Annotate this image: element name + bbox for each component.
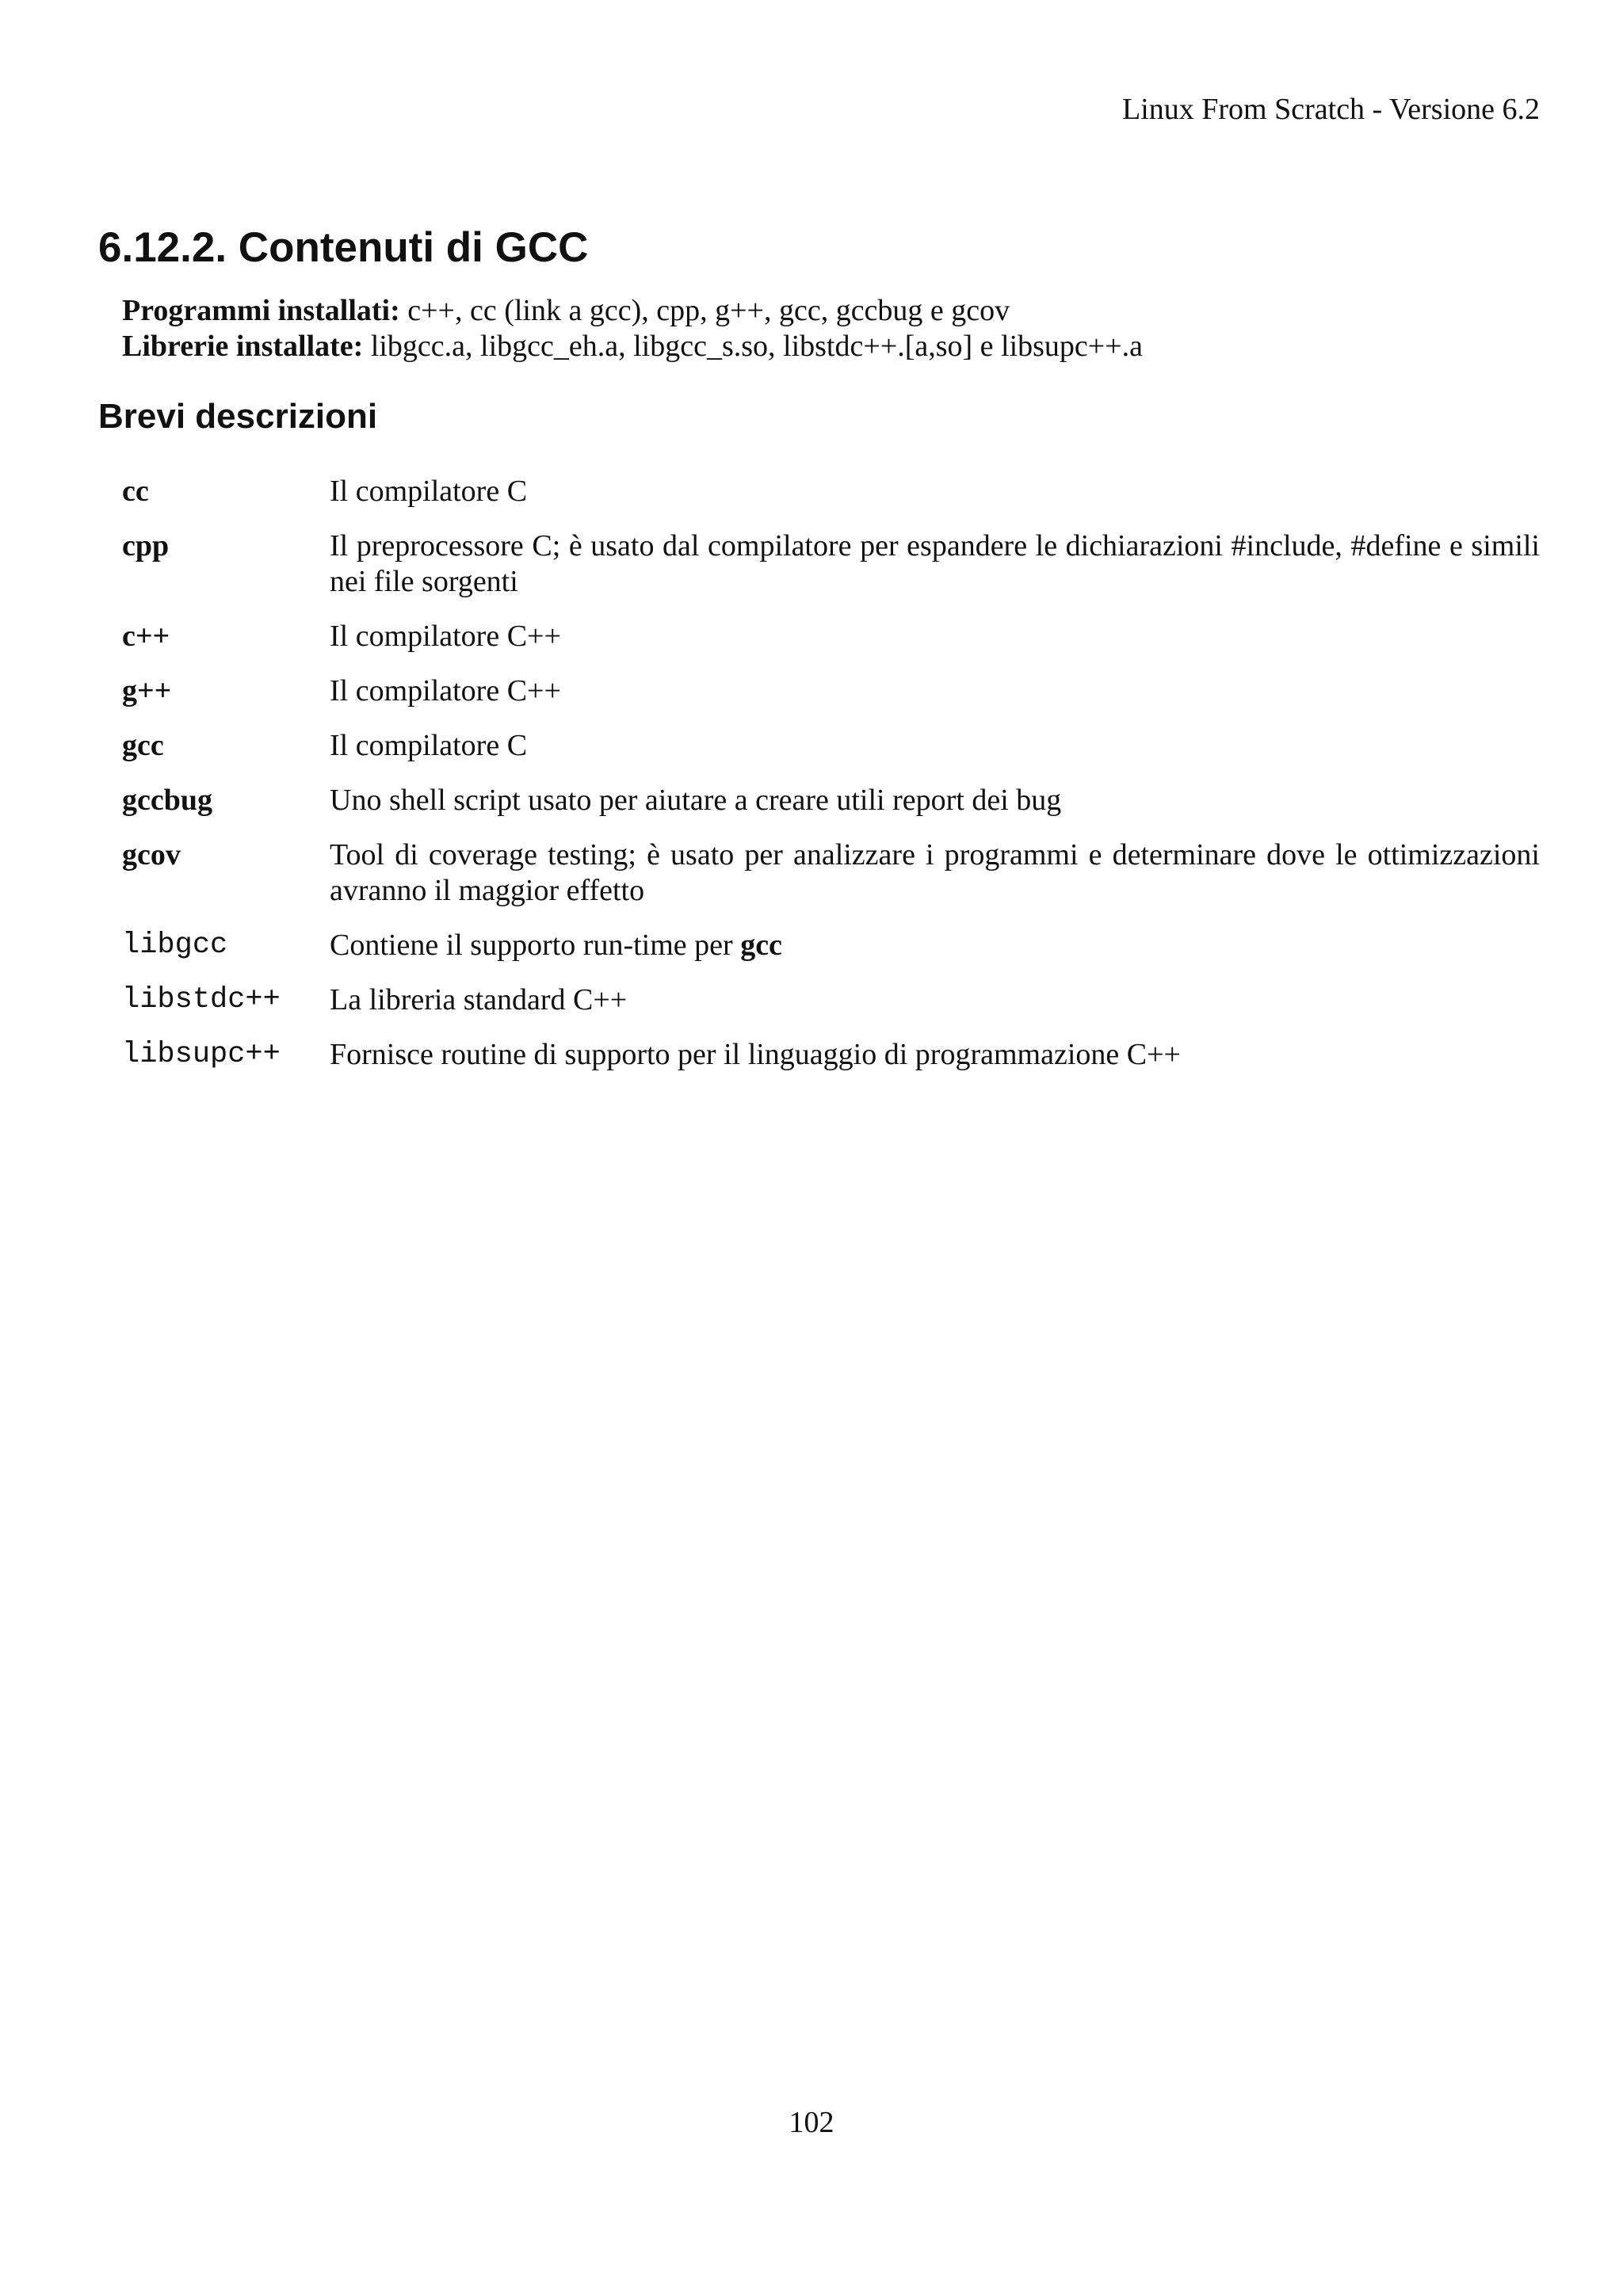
description-row-libsupcplusplus — [122, 1037, 1540, 1073]
description-term: gcc — [122, 729, 164, 762]
description-row-gcov — [122, 837, 1540, 909]
description-term: g++ — [122, 674, 172, 707]
description-row-libgcc — [122, 928, 1540, 963]
description-row-cpp — [122, 528, 1540, 600]
description-text: Tool di coverage testing; è usato per analizzare i programmi e determinare dove le ottimizzazioni avranno il maggior effetto — [330, 838, 1540, 907]
description-term: libgcc — [122, 929, 228, 962]
description-text: Uno shell script usato per aiutare a creare utili report dei bug — [330, 784, 1062, 817]
installed-programs-value: c++, cc (link a gcc), cpp, g++, gcc, gccbug e gcov — [407, 294, 1010, 327]
description-term: gccbug — [122, 784, 212, 817]
description-text: Il compilatore C — [330, 729, 528, 762]
description-row-cplusplus — [122, 619, 1540, 654]
installed-libraries-value: libgcc.a, libgcc_eh.a, libgcc_s.so, libstdc++.[a,so] e libsupc++.a — [370, 330, 1144, 363]
description-row-gccbug — [122, 783, 1540, 818]
description-term: libsupc++ — [122, 1038, 281, 1071]
description-text: Il compilatore C++ — [330, 674, 561, 707]
installed-libraries-line — [122, 329, 1143, 364]
description-row-gcc — [122, 728, 1540, 764]
description-text: Contiene il supporto run-time per — [330, 929, 733, 962]
description-term: gcov — [122, 838, 181, 871]
description-row-gplusplus — [122, 673, 1540, 709]
description-emphasis: gcc — [740, 929, 782, 962]
running-header: Linux From Scratch - Versione 6.2 — [1122, 93, 1540, 126]
short-descriptions-title: Brevi descrizioni — [98, 397, 378, 436]
page-number: 102 — [789, 2106, 834, 2139]
installed-libraries-label: Librerie installate: — [122, 330, 364, 363]
description-text: Il compilatore C++ — [330, 620, 561, 653]
installed-summary — [122, 293, 1143, 364]
description-text-with-emphasis — [330, 928, 1540, 963]
description-term: libstdc++ — [122, 983, 281, 1016]
description-text: Fornisce routine di supporto per il linguaggio di programmazione C++ — [330, 1038, 1181, 1071]
description-text: Il compilatore C — [330, 475, 528, 508]
description-text: La libreria standard C++ — [330, 983, 628, 1016]
description-term: c++ — [122, 620, 170, 653]
description-term: cpp — [122, 529, 170, 563]
description-list — [122, 474, 1540, 1092]
section-title: 6.12.2. Contenuti di GCC — [98, 224, 589, 271]
description-term: cc — [122, 475, 149, 508]
description-row-cc — [122, 474, 1540, 509]
description-text: Il preprocessore C; è usato dal compilatore per espandere le dichiarazioni #include, #define e simili nei file sorgenti — [330, 529, 1540, 598]
installed-programs-line — [122, 293, 1143, 329]
description-row-libstdcplusplus — [122, 982, 1540, 1018]
installed-programs-label: Programmi installati: — [122, 294, 400, 327]
